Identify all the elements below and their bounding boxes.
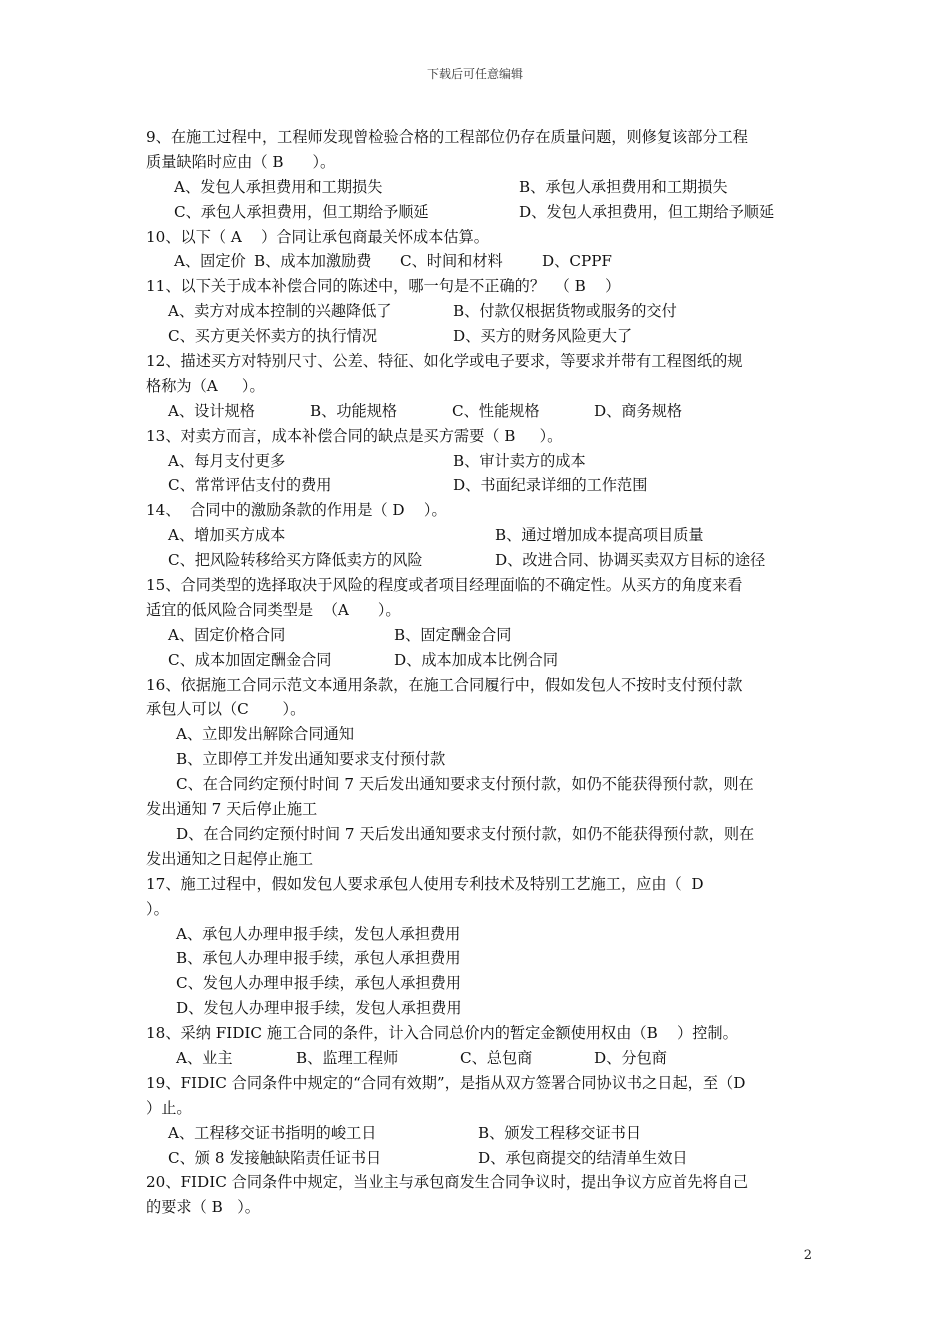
text-line: C、在合同约定预付时间 7 天后发出通知要求支付预付款，如仍不能获得预付款，则在	[176, 775, 754, 794]
text-line: 格称为（A ）。	[146, 376, 265, 395]
text-line: ）止。	[146, 1098, 192, 1117]
text-line	[146, 200, 810, 225]
answer-option: B、付款仅根据货物或服务的交付	[453, 302, 677, 321]
answer-option: D、改进合同、协调买卖双方目标的途径	[495, 551, 766, 570]
answer-option: B、成本加激励费	[254, 252, 372, 271]
text-line	[146, 249, 810, 274]
text-line: A、承包人办理申报手续，发包人承担费用	[176, 924, 461, 943]
answer-option: D、书面纪录详细的工作范围	[453, 476, 648, 495]
text-line: 发出通知之日起停止施工	[146, 849, 314, 868]
answer-option: B、固定酬金合同	[394, 625, 512, 644]
answer-option: C、买方更关怀卖方的执行情况	[168, 327, 378, 346]
text-line: 承包人可以（C ）。	[146, 700, 306, 719]
text-line	[146, 399, 810, 424]
answer-option: C、时间和材料	[400, 252, 503, 271]
text-line	[146, 648, 810, 673]
page-number: 2	[803, 1248, 812, 1263]
text-line: 17、施工过程中，假如发包人要求承包人使用专利技术及特别工艺施工，应由（ D	[146, 874, 704, 893]
answer-option: A、每月支付更多	[168, 451, 286, 470]
answer-option: A、发包人承担费用和工期损失	[174, 177, 383, 196]
answer-option: A、固定价格合同	[168, 625, 286, 644]
answer-option: D、发包人承担费用，但工期给予顺延	[519, 202, 775, 221]
answer-option: C、颁 8 发接触缺陷责任证书日	[168, 1148, 382, 1167]
text-line: 12、描述买方对特别尺寸、公差、特征、如化学或电子要求，等要求并带有工程图纸的规	[146, 352, 743, 371]
answer-option: D、承包商提交的结清单生效日	[478, 1148, 688, 1167]
answer-option: B、监理工程师	[296, 1048, 399, 1067]
text-line: 11、以下关于成本补偿合同的陈述中，哪一句是不正确的？ （ B ）	[146, 277, 621, 296]
text-line	[146, 175, 810, 200]
text-line	[146, 1146, 810, 1171]
text-line	[146, 623, 810, 648]
text-line: 20、FIDIC 合同条件中规定，当业主与承包商发生合同争议时，提出争议方应首先将自己	[146, 1173, 749, 1192]
answer-option: C、把风险转移给买方降低卖方的风险	[168, 551, 423, 570]
answer-option: D、商务规格	[594, 401, 683, 420]
text-line: D、发包人办理申报手续，发包人承担费用	[176, 999, 462, 1018]
answer-option: D、分包商	[594, 1048, 667, 1067]
text-line: B、承包人办理申报手续，承包人承担费用	[176, 949, 461, 968]
text-line: D、在合同约定预付时间 7 天后发出通知要求支付预付款，如仍不能获得预付款，则在	[176, 824, 755, 843]
answer-option: A、增加买方成本	[168, 526, 286, 545]
text-line	[146, 523, 810, 548]
answer-option: B、审计卖方的成本	[453, 451, 586, 470]
answer-option: A、固定价	[174, 252, 246, 271]
text-line: 13、对卖方而言，成本补偿合同的缺点是买方需要（ B ）。	[146, 426, 563, 445]
text-line: 发出通知 7 天后停止施工	[146, 800, 318, 819]
answer-option: D、成本加成本比例合同	[394, 650, 559, 669]
text-line	[146, 324, 810, 349]
text-line: 适宜的低风险合同类型是 （A ）。	[146, 600, 401, 619]
answer-option: B、通过增加成本提高项目质量	[495, 526, 704, 545]
text-line: 质量缺陷时应由（ B ）。	[146, 152, 336, 171]
answer-option: C、常常评估支付的费用	[168, 476, 332, 495]
page-header: 下载后可任意编辑	[426, 67, 523, 81]
text-line: 9、在施工过程中，工程师发现曾检验合格的工程部位仍存在质量问题，则修复该部分工程	[146, 128, 748, 146]
answer-option: C、总包商	[460, 1048, 533, 1067]
answer-option: B、功能规格	[310, 401, 398, 420]
text-line: 18、采纳 FIDIC 施工合同的条件，计入合同总价内的暂定金额使用权由（B ）控制。	[146, 1024, 738, 1043]
text-line	[146, 548, 810, 573]
text-line: 14、 合同中的激励条款的作用是（ D ）。	[146, 501, 447, 520]
answer-option: A、设计规格	[168, 401, 255, 420]
text-line	[146, 299, 810, 324]
text-line: C、发包人办理申报手续，承包人承担费用	[176, 974, 461, 993]
text-line: 19、FIDIC 合同条件中规定的“合同有效期”，是指从双方签署合同协议书之日起，至（D	[146, 1073, 746, 1092]
answer-option: C、性能规格	[452, 401, 540, 420]
text-line: B、立即停工并发出通知要求支付预付款	[176, 750, 446, 769]
text-line: 的要求（ B ）。	[146, 1198, 260, 1217]
answer-option: A、业主	[176, 1048, 233, 1067]
text-line	[146, 473, 810, 498]
document-body	[146, 125, 810, 1220]
answer-option: B、承包人承担费用和工期损失	[519, 177, 728, 196]
answer-option: A、卖方对成本控制的兴趣降低了	[168, 302, 392, 321]
answer-option: C、承包人承担费用，但工期给予顺延	[174, 202, 429, 221]
text-line: 16、依据施工合同示范文本通用条款，在施工合同履行中，假如发包人不按时支付预付款	[146, 675, 743, 694]
answer-option: A、工程移交证书指明的峻工日	[168, 1123, 377, 1142]
answer-option: D、CPPF	[542, 252, 612, 271]
answer-option: B、颁发工程移交证书日	[478, 1123, 642, 1142]
text-line	[146, 1046, 810, 1071]
text-line: 15、合同类型的选择取决于风险的程度或者项目经理面临的不确定性。从买方的角度来看	[146, 576, 743, 595]
text-line	[146, 449, 810, 474]
text-line: ）。	[146, 899, 169, 918]
text-line: 10、以下（ A ）合同让承包商最关怀成本估算。	[146, 227, 489, 246]
text-line: A、立即发出解除合同通知	[176, 725, 355, 744]
answer-option: C、成本加固定酬金合同	[168, 650, 332, 669]
answer-option: D、买方的财务风险更大了	[453, 327, 633, 346]
text-line	[146, 1121, 810, 1146]
